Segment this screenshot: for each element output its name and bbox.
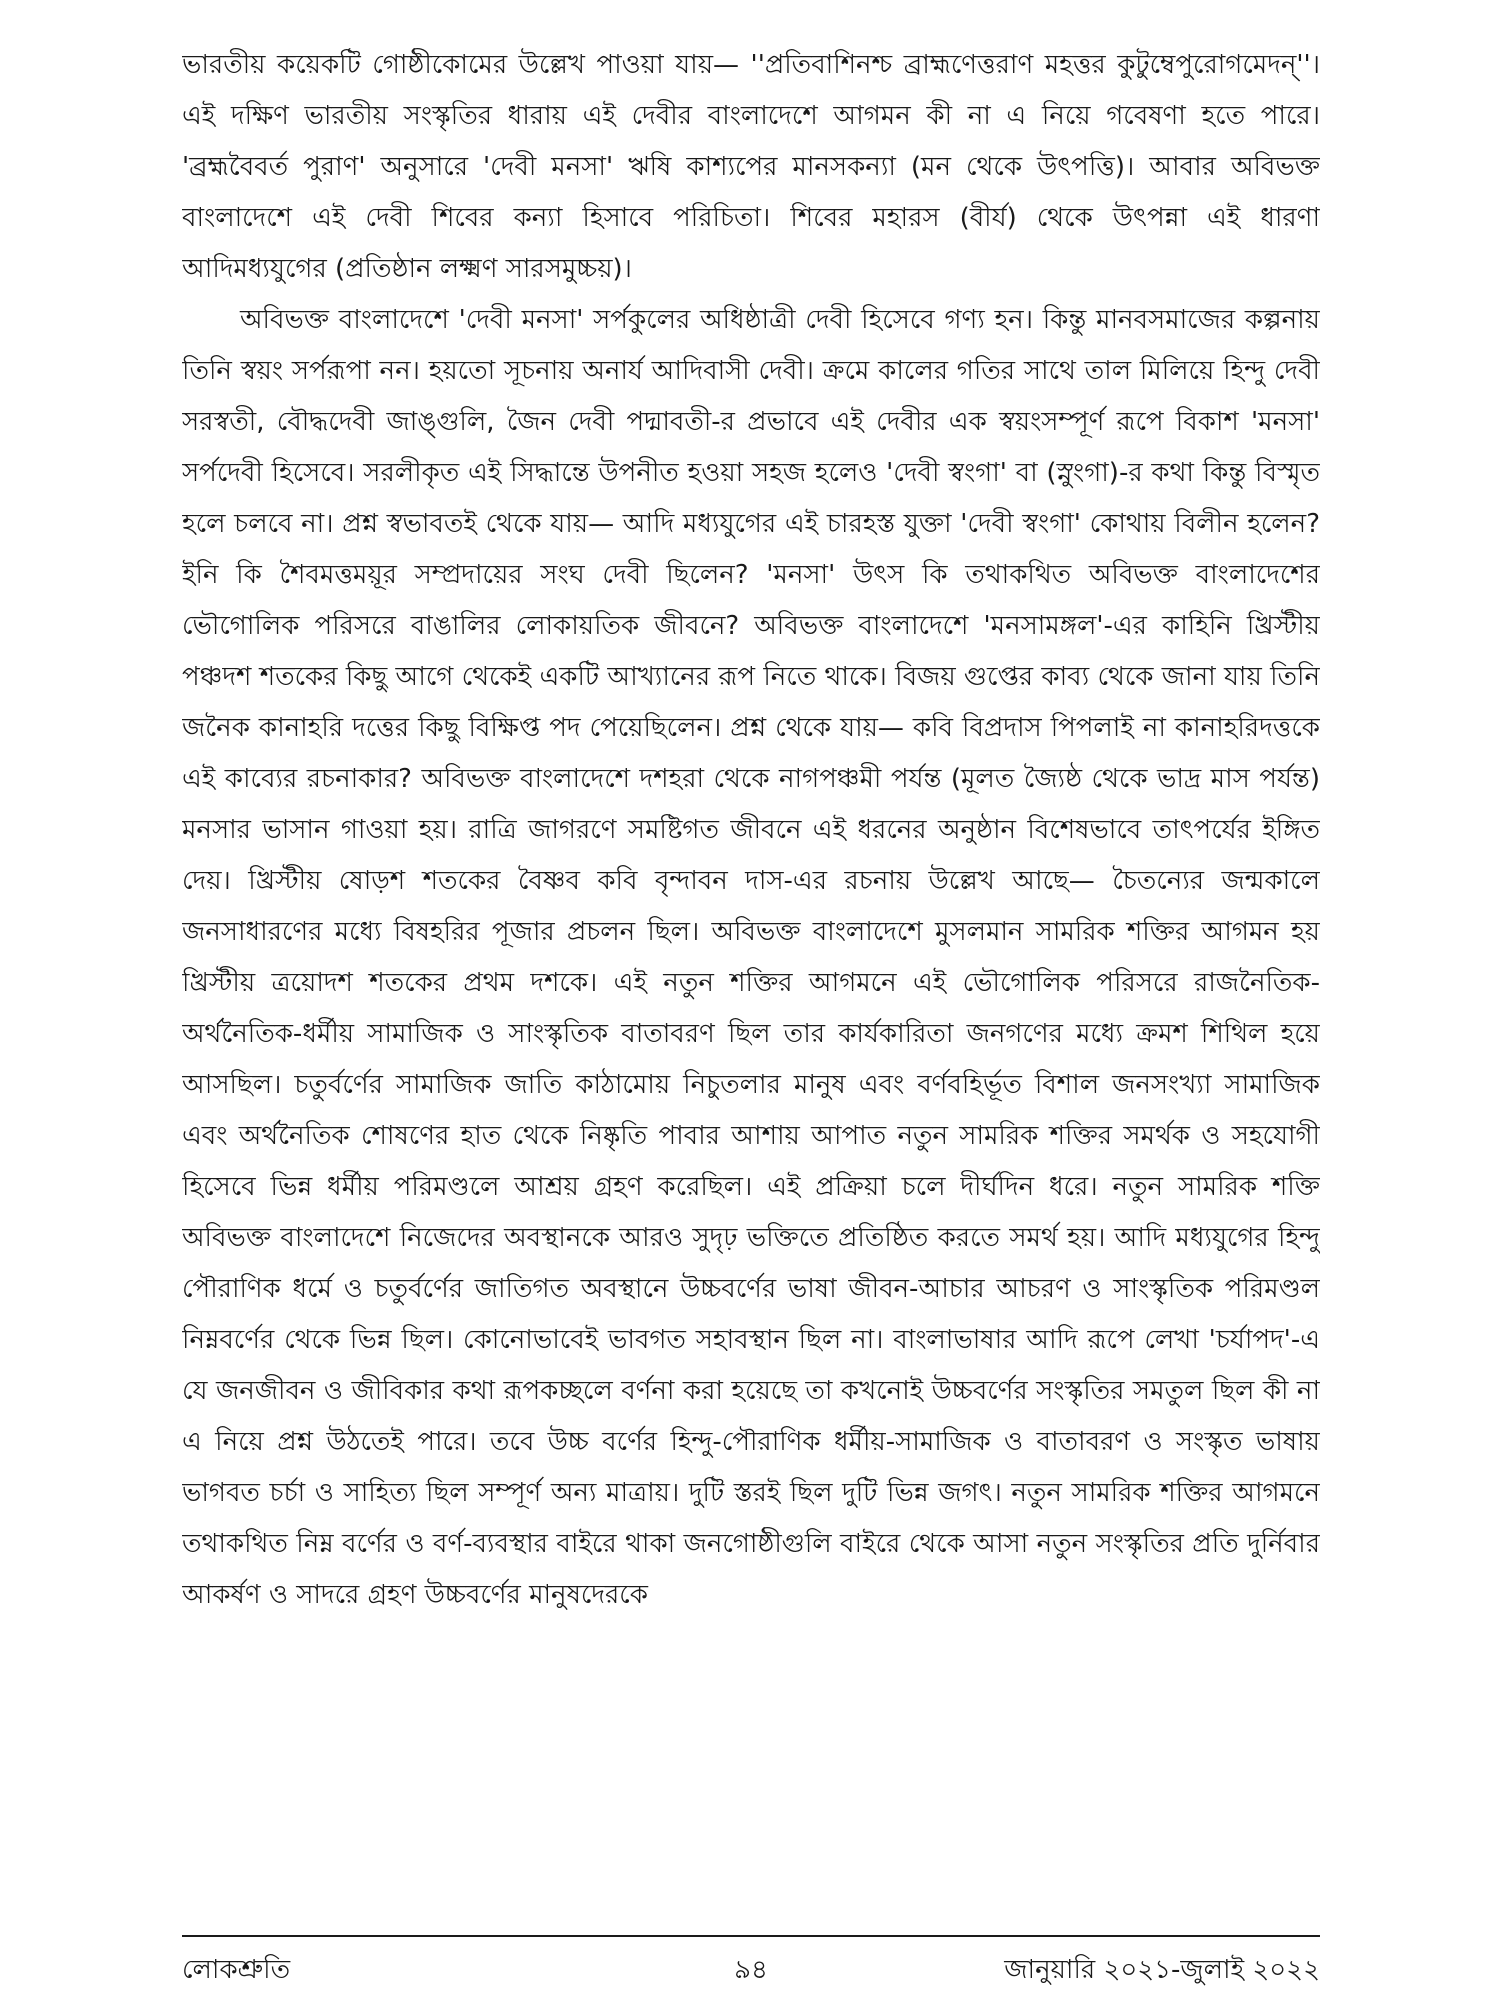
page-number: ৯৪ — [734, 1955, 768, 1985]
journal-name: লোকশ্রুতি — [182, 1955, 291, 1985]
issue-date: জানুয়ারি ২০২১-জুলাই ২০২২ — [1004, 1955, 1320, 1985]
paragraph-1: ভারতীয় কয়েকটি গোষ্ঠীকোমের উল্লেখ পাওয়া যায়— ''প্রতিবাশিনশ্চ ব্রাহ্মণেত্তরাণ মহত্তর কুটুম্বেপুরোগমেদন্''। এই দক্ষিণ ভারতীয় সংস্কৃতির ধারায় এই দেবীর বাংলাদেশে আগমন কী না এ নিয়ে গবেষণা হতে পারে। 'ব্রহ্মবৈবর্ত পুরাণ' অনুসারে 'দেবী মনসা' ঋষি কাশ্যপের মানসকন্যা (মন থেকে উৎপত্তি)। আবার অবিভক্ত বাংলাদেশে এই দেবী শিবের কন্যা হিসাবে পরিচিতা। শিবের মহারস (বীর্য) থেকে উৎপন্না এই ধারণা আদিমধ্যযুগের (প্রতিষ্ঠান লক্ষ্মণ সারসমুচ্চয়)। — [182, 50, 1320, 284]
footer-divider — [182, 1935, 1320, 1937]
article-body — [182, 40, 1320, 1925]
page-footer — [182, 1950, 1320, 1990]
paragraph-2: অবিভক্ত বাংলাদেশে 'দেবী মনসা' সর্পকুলের অধিষ্ঠাত্রী দেবী হিসেবে গণ্য হন। কিন্তু মানবসমাজের কল্পনায় তিনি স্বয়ং সর্পরূপা নন। হয়তো সূচনায় অনার্য আদিবাসী দেবী। ক্রমে কালের গতির সাথে তাল মিলিয়ে হিন্দু দেবী সরস্বতী, বৌদ্ধদেবী জাঙ্গুলি, জৈন দেবী পদ্মাবতী-র প্রভাবে এই দেবীর এক স্বয়ংসম্পূর্ণ রূপে বিকাশ 'মনসা' সর্পদেবী হিসেবে। সরলীকৃত এই সিদ্ধান্তে উপনীত হওয়া সহজ হলেও 'দেবী স্বংগা' বা (স্নুংগা)-র কথা কিন্তু বিস্মৃত হলে চলবে না। প্রশ্ন স্বভাবতই থেকে যায়— আদি মধ্যযুগের এই চারহস্ত যুক্তা 'দেবী স্বংগা' কোথায় বিলীন হলেন? ইনি কি শৈবমত্তময়ূর সম্প্রদায়ের সংঘ দেবী ছিলেন? 'মনসা' উৎস কি তথাকথিত অবিভক্ত বাংলাদেশের ভৌগোলিক পরিসরে বাঙালির লোকায়তিক জীবনে? অবিভক্ত বাংলাদেশে 'মনসামঙ্গল'-এর কাহিনি খ্রিস্টীয় পঞ্চদশ শতকের কিছু আগে থেকেই একটি আখ্যানের রূপ নিতে থাকে। বিজয় গুপ্তের কাব্য থেকে জানা যায় তিনি জনৈক কানাহরি দত্তের কিছু বিক্ষিপ্ত পদ পেয়েছিলেন। প্রশ্ন থেকে যায়— কবি বিপ্রদাস পিপলাই না কানাহরিদত্তকে এই কাব্যের রচনাকার? অবিভক্ত বাংলাদেশে দশহরা থেকে নাগপঞ্চমী পর্যন্ত (মূলত জ্যৈষ্ঠ থেকে ভাদ্র মাস পর্যন্ত) মনসার ভাসান গাওয়া হয়। রাত্রি জাগরণে সমষ্টিগত জীবনে এই ধরনের অনুষ্ঠান বিশেষভাবে তাৎপর্যের ইঙ্গিত দেয়। খ্রিস্টীয় ষোড়শ শতকের বৈষ্ণব কবি বৃন্দাবন দাস-এর রচনায় উল্লেখ আছে— চৈতন্যের জন্মকালে জনসাধারণের মধ্যে বিষহরির পূজার প্রচলন ছিল। অবিভক্ত বাংলাদেশে মুসলমান সামরিক শক্তির আগমন হয় খ্রিস্টীয় ত্রয়োদশ শতকের প্রথম দশকে। এই নতুন শক্তির আগমনে এই ভৌগোলিক পরিসরে রাজনৈতিক-অর্থনৈতিক-ধর্মীয় সামাজিক ও সাংস্কৃতিক বাতাবরণ ছিল তার কার্যকারিতা জনগণের মধ্যে ক্রমশ শিথিল হয়ে আসছিল। চতুর্বর্ণের সামাজিক জাতি কাঠামোয় নিচুতলার মানুষ এবং বর্ণবহির্ভূত বিশাল জনসংখ্যা সামাজিক এবং অর্থনৈতিক শোষণের হাত থেকে নিষ্কৃতি পাবার আশায় আপাত নতুন সামরিক শক্তির সমর্থক ও সহযোগী হিসেবে ভিন্ন ধর্মীয় পরিমণ্ডলে আশ্রয় গ্রহণ করেছিল। এই প্রক্রিয়া চলে দীর্ঘদিন ধরে। নতুন সামরিক শক্তি অবিভক্ত বাংলাদেশে নিজেদের অবস্থানকে আরও সুদৃঢ় ভক্তিতে প্রতিষ্ঠিত করতে সমর্থ হয়। আদি মধ্যযুগের হিন্দু পৌরাণিক ধর্মে ও চতুর্বর্ণের জাতিগত অবস্থানে উচ্চবর্ণের ভাষা জীবন-আচার আচরণ ও সাংস্কৃতিক পরিমণ্ডল নিম্নবর্ণের থেকে ভিন্ন ছিল। কোনোভাবেই ভাবগত সহাবস্থান ছিল না। বাংলাভাষার আদি রূপে লেখা 'চর্যাপদ'-এ যে জনজীবন ও জীবিকার কথা রূপকচ্ছলে বর্ণনা করা হয়েছে তা কখনোই উচ্চবর্ণের সংস্কৃতির সমতুল ছিল কী না এ নিয়ে প্রশ্ন উঠতেই পারে। তবে উচ্চ বর্ণের হিন্দু-পৌরাণিক ধর্মীয়-সামাজিক ও বাতাবরণ ও সংস্কৃত ভাষায় ভাগবত চর্চা ও সাহিত্য ছিল সম্পূর্ণ অন্য মাত্রায়। দুটি স্তরই ছিল দুটি ভিন্ন জগৎ। নতুন সামরিক শক্তির আগমনে তথাকথিত নিম্ন বর্ণের ও বর্ণ-ব্যবস্থার বাইরে থাকা জনগোষ্ঠীগুলি বাইরে থেকে আসা নতুন সংস্কৃতির প্রতি দুর্নিবার আকর্ষণ ও সাদরে গ্রহণ উচ্চবর্ণের মানুষদেরকে — [182, 305, 1320, 1610]
